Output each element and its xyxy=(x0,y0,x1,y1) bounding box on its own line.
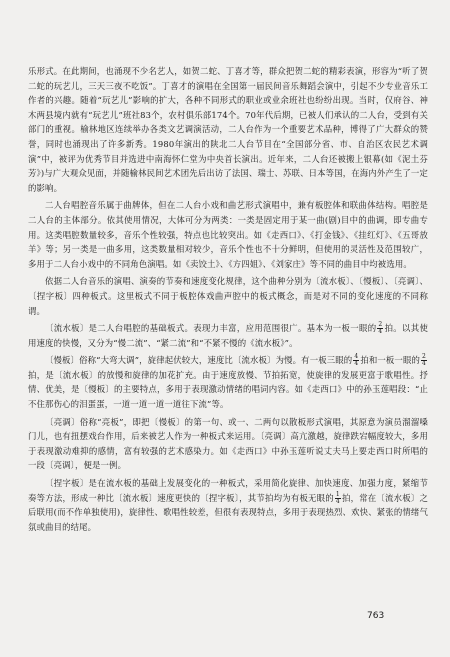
paragraph-5-text-c: 拍，是〔流水板〕的放慢和旋律的加花扩充。由于速度放慢、节拍拓宽，使旋律的发展更富于歌唱性。抒情、优美，是〔慢板〕的主要特点，多用于表现激动情绪的唱词内容。如《走西口》中的孙玉莲唱段：“止不住那伤心的泪蛋蛋，一道一道一道一道往下流”等。 xyxy=(28,369,428,410)
paragraph-4 xyxy=(28,321,428,350)
paragraph-7 xyxy=(28,476,428,534)
paragraph-5-text-b: 拍和一板一眼的 xyxy=(360,355,421,366)
paragraph-2: 二人台唱腔音乐属于曲牌体，但在二人台小戏和曲艺形式演唱中，兼有板腔体和联曲体结构。唱腔是二人台的主体部分。依其使用情况，大体可分为两类：一类是固定用于某一曲(剧)目中的曲调，即专曲专用。这类唱腔数量较多，音乐个性较强，特点也比较突出。如《走西口》、《打金钱》、《挂红灯》、《五哥放羊》等；另一类是一曲多用，这类数量相对较少，音乐个性也不十分鲜明，但使用的灵活性及范围较广，多用于二人台小戏中的不同角色演唱。如《卖饺土》、《方四姐》、《刘家庄》等不同的曲目中均被选用。 xyxy=(28,200,428,269)
fraction-4-4: $\frac{4}{4}$ xyxy=(354,353,359,368)
paragraph-3: 依据二人台音乐的演唱、演奏的节奏和速度变化规律，这个曲种分别为〔流水板〕、〔慢板〕、〔亮调〕、〔捏字板〕四种板式。这里板式不同于板腔体戏曲声腔中的板式概念，而是对不同的变化速度的不同称谓。 xyxy=(28,276,428,316)
paragraph-1: 乐形式。在此期间，也涌现不少名艺人，如贺二蛇、丁喜才等，群众把贺二蛇的精彩表演，形容为“听了贺二蛇的玩艺儿，三天三夜不吃饭”。丁喜才的演唱在全国第一届民间音乐舞蹈会演中，引起不少专业音乐工作者的兴趣。随着“玩艺儿”影响的扩大，各种不同形式的职业或业余班社也纷纷出现。当时，仅府谷、神木两县境内就有“玩艺儿”班社83个，农村俱乐部174个。70年代后期，已被人们承认的二人台，受到有关部门的重视。榆林地区连续举办各类文艺调演活动，二人台作为一个重要艺术品种，博得了广大群众的赞誉，同时也涌现出了许多新秀。1980年演出的陕北二人台节目在“全国部分省、市、自治区农民艺术调演”中，被评为优秀节目并选进中南海怀仁堂为中央首长演出。近年来，二人台还被搬上银幕(如《泥土芬芳》)与广大观众见面，并随榆林民间艺术团先后出访了法国、瑞士、苏联、日本等国，在海内外产生了一定的影响。 xyxy=(28,66,428,193)
paragraph-7-text-b: 拍，常在〔流水板〕之后联用(而不作单独使用)，旋律性、歌唱性较差，但很有表现特点，多用于表现热烈、欢快、紧张的情绪气氛或曲目的结尾。 xyxy=(28,492,429,532)
body-text xyxy=(28,64,428,534)
paragraph-7-text-a: 〔捏字板〕是在流水板的基础上发展变化的一种板式，采用简化旋律、加快速度、加强力度，紧缩节奏等方法，形成一种比〔流水板〕速度更快的〔捏字板〕，其节拍均为有板无眼的 xyxy=(28,478,428,503)
paragraph-5-text-a: 〔慢板〕俗称“大弯大调”，旋律起伏较大，速度比〔流水板〕为慢。有一板三眼的 xyxy=(45,355,353,366)
fraction-1-4: $\frac{1}{4}$ xyxy=(335,490,340,505)
page-number: 763 xyxy=(367,611,385,621)
paragraph-5 xyxy=(28,353,428,411)
fraction-2-4: $\frac{2}{4}$ xyxy=(378,321,383,336)
paragraph-4-text-a: 〔流水板〕是二人台唱腔的基础板式。表现力丰富，应用范围很广。基本为一板一眼的 xyxy=(45,323,377,334)
fraction-2-4: $\frac{2}{4}$ xyxy=(422,353,426,368)
paragraph-6: 〔亮调〕俗称“亮板”，即把〔慢板〕的第一句、或一、二两句以散板形式演唱，其原意为演员溜溜嗓门儿，也有扭摆戏台作用，后来被艺人作为一种板式来运用。〔亮调〕高亢激越，旋律跌宕幅度较大，多用于表现激动难抑的感情，富有较强的艺术感染力。如《走西口》中孙玉莲听说丈夫马上要走西口时所唱的一段〔亮调〕，便是一例。 xyxy=(28,416,428,471)
paragraph-4-text-b: 拍。以其使用速度的快慢，又分为“慢二流”、“紧二流”和“不紧不慢的《流水板》”。 xyxy=(28,323,428,348)
